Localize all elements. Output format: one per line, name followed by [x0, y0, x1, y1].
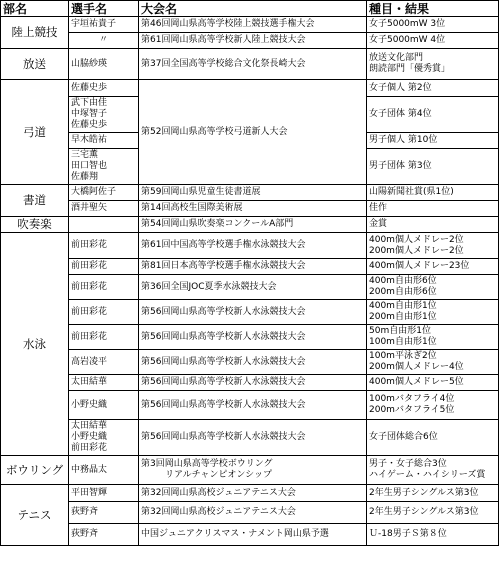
- tournament-line: リアルチャンピオンシップ: [165, 470, 272, 480]
- tournament-cell: 第32回岡山県高校ジュニアテニス大会: [139, 485, 367, 502]
- athlete-cell: 前田彩花: [69, 259, 139, 275]
- table-row: [1, 17, 499, 33]
- result-cell: [367, 275, 499, 300]
- table-row: [1, 185, 499, 201]
- athlete-cell: 早木皓祐: [69, 133, 139, 149]
- table-row: [1, 217, 499, 233]
- athlete-line: 三宅薫: [71, 150, 99, 160]
- result-cell: 400m個人メドレー5位: [367, 375, 499, 391]
- athlete-cell: 高岩凌平: [69, 350, 139, 375]
- result-line: 200m自由形6位: [369, 287, 437, 297]
- result-cell: [367, 49, 499, 80]
- tournament-cell: 第14回高校生国際美術展: [139, 201, 367, 217]
- athlete-cell: 〃: [69, 33, 139, 49]
- result-cell: 女子団体総合6位: [367, 420, 499, 456]
- result-line: 400m自由形1位: [369, 301, 437, 311]
- table-row: [1, 375, 499, 391]
- header-club: 部名: [1, 1, 69, 17]
- tournament-cell: 第59回岡山県児童生徒書道展: [139, 185, 367, 201]
- athlete-cell: [69, 217, 139, 233]
- athlete-line: 佐藤翔: [71, 172, 99, 182]
- club-calligraphy: 書道: [1, 185, 69, 217]
- table-row: [1, 502, 499, 524]
- result-cell: [367, 456, 499, 485]
- result-line: 400m個人メドレー2位: [369, 234, 464, 245]
- table-row: [1, 300, 499, 325]
- club-archery: 弓道: [1, 80, 69, 185]
- tournament-cell: 第61回岡山県高等学校新人陸上競技大会: [139, 33, 367, 49]
- club-bowling: ボウリング: [1, 456, 69, 485]
- result-cell: 2年生男子シングルス第3位: [367, 485, 499, 502]
- athlete-cell: 平田智輝: [69, 485, 139, 502]
- result-cell: 2年生男子シングルス第3位: [367, 502, 499, 524]
- club-tennis: テニス: [1, 485, 69, 546]
- athlete-cell: 前田彩花: [69, 325, 139, 350]
- table-row: [1, 420, 499, 456]
- tournament-cell: 第56回岡山県高等学校新人水泳競技大会: [139, 350, 367, 375]
- header-row: [1, 1, 499, 17]
- table-row: [1, 80, 499, 97]
- table-row: [1, 275, 499, 300]
- athlete-cell: 宇垣祐貴子: [69, 17, 139, 33]
- athlete-cell: 佐藤史歩: [69, 80, 139, 97]
- result-cell: 山陽新聞社賞(県1位): [367, 185, 499, 201]
- tournament-cell: 第56回岡山県高等学校新人水泳競技大会: [139, 391, 367, 420]
- athlete-cell: [69, 97, 139, 133]
- table-row: [1, 201, 499, 217]
- athlete-cell: 山脇紗瑛: [69, 49, 139, 80]
- athlete-line: 中塚智子: [71, 109, 108, 119]
- result-cell: [367, 350, 499, 375]
- result-cell: 女子個人 第2位: [367, 80, 499, 97]
- athlete-line: 前田彩花: [71, 443, 108, 453]
- result-line: 50m自由形1位: [369, 326, 431, 336]
- athlete-cell: 大橋阿佐子: [69, 185, 139, 201]
- athlete-cell: 荻野斉: [69, 502, 139, 524]
- result-cell: 男子個人 第10位: [367, 133, 499, 149]
- result-cell: 女子団体 第4位: [367, 97, 499, 133]
- table-row: [1, 259, 499, 275]
- athlete-cell: [69, 420, 139, 456]
- athlete-cell: 中務晶太: [69, 456, 139, 485]
- athlete-line: 田口智也: [71, 161, 108, 171]
- result-cell: [367, 233, 499, 259]
- club-band: 吹奏楽: [1, 217, 69, 233]
- result-line: 200m個人メドレー2位: [369, 245, 464, 256]
- table-row: [1, 456, 499, 485]
- result-cell: 佳作: [367, 201, 499, 217]
- result-cell: 男子団体 第3位: [367, 149, 499, 185]
- tournament-cell: 第56回岡山県高等学校新人水泳競技大会: [139, 375, 367, 391]
- header-result: 種目・結果: [367, 1, 499, 17]
- tournament-cell: 第56回岡山県高等学校新人水泳競技大会: [139, 420, 367, 456]
- result-line: 放送文化部門: [369, 53, 424, 63]
- athlete-cell: 荻野斉: [69, 524, 139, 546]
- result-line: 400m自由形6位: [369, 276, 437, 286]
- athlete-cell: 前田彩花: [69, 233, 139, 259]
- tournament-cell: [139, 456, 367, 485]
- result-cell: 400m個人メドレー23位: [367, 259, 499, 275]
- result-cell: 女子5000mW 4位: [367, 33, 499, 49]
- athlete-cell: 太田結華: [69, 375, 139, 391]
- result-line: 男子・女子総合3位: [369, 459, 447, 469]
- tournament-cell: 第54回岡山県吹奏楽コンクールA部門: [139, 217, 367, 233]
- table-row: [1, 391, 499, 420]
- athlete-cell: 前田彩花: [69, 275, 139, 300]
- club-swimming: 水泳: [1, 233, 69, 456]
- tournament-cell: 第37回全国高等学校総合文化祭長崎大会: [139, 49, 367, 80]
- tournament-cell: 第81回日本高等学校選手権水泳競技大会: [139, 259, 367, 275]
- result-line: 100m平泳ぎ2位: [369, 351, 437, 361]
- athlete-cell: 酒井聖矢: [69, 201, 139, 217]
- table-row: [1, 49, 499, 80]
- table-row: [1, 524, 499, 546]
- result-line: 200m個人メドレー4位: [369, 362, 464, 372]
- result-line: ハイゲーム・ハイシリーズ賞: [369, 470, 486, 480]
- athlete-line: 小野史織: [71, 432, 108, 442]
- club-athletics: 陸上競技: [1, 17, 69, 49]
- result-cell: 金賞: [367, 217, 499, 233]
- tournament-cell: 第61回中国高等学校選手権水泳競技大会: [139, 233, 367, 259]
- result-line: 200mバタフライ5位: [369, 405, 455, 415]
- table-row: [1, 350, 499, 375]
- athlete-cell: [69, 149, 139, 185]
- athlete-line: 佐藤史歩: [71, 120, 108, 130]
- tournament-cell: 第32回岡山県高校ジュニアテニス大会: [139, 502, 367, 524]
- result-line: 朗読部門「優秀賞」: [369, 64, 451, 74]
- tournament-line: 第3回岡山県高等学校ボウリング: [141, 459, 273, 469]
- tournament-cell: 第56回岡山県高等学校新人水泳競技大会: [139, 325, 367, 350]
- athlete-line: 武下由佳: [71, 98, 108, 108]
- tournament-cell: 第52回岡山県高等学校弓道新人大会: [139, 80, 367, 185]
- tournament-cell: 第56回岡山県高等学校新人水泳競技大会: [139, 300, 367, 325]
- result-cell: [367, 391, 499, 420]
- header-tournament: 大会名: [139, 1, 367, 17]
- athlete-cell: 前田彩花: [69, 300, 139, 325]
- table-row: [1, 233, 499, 259]
- header-athlete: 選手名: [69, 1, 139, 17]
- table-row: [1, 485, 499, 502]
- table-row: [1, 33, 499, 49]
- result-line: 100m自由形1位: [369, 337, 437, 347]
- result-cell: 女子5000mW 3位: [367, 17, 499, 33]
- result-cell: [367, 300, 499, 325]
- result-line: 100mバタフライ4位: [369, 394, 455, 404]
- club-broadcast: 放送: [1, 49, 69, 80]
- athlete-cell: 小野史織: [69, 391, 139, 420]
- tournament-cell: 中国ジュニアクリスマス・ナメント岡山県予選: [139, 524, 367, 546]
- result-line: 200m自由形1位: [369, 312, 437, 322]
- athlete-line: 太田結華: [71, 421, 108, 431]
- result-cell: [367, 325, 499, 350]
- result-cell: Ｕ-18男子Ｓ第８位: [367, 524, 499, 546]
- tournament-cell: 第46回岡山県高等学校陸上競技選手権大会: [139, 17, 367, 33]
- tournament-cell: 第36回全国JOC夏季水泳競技大会: [139, 275, 367, 300]
- table-row: [1, 325, 499, 350]
